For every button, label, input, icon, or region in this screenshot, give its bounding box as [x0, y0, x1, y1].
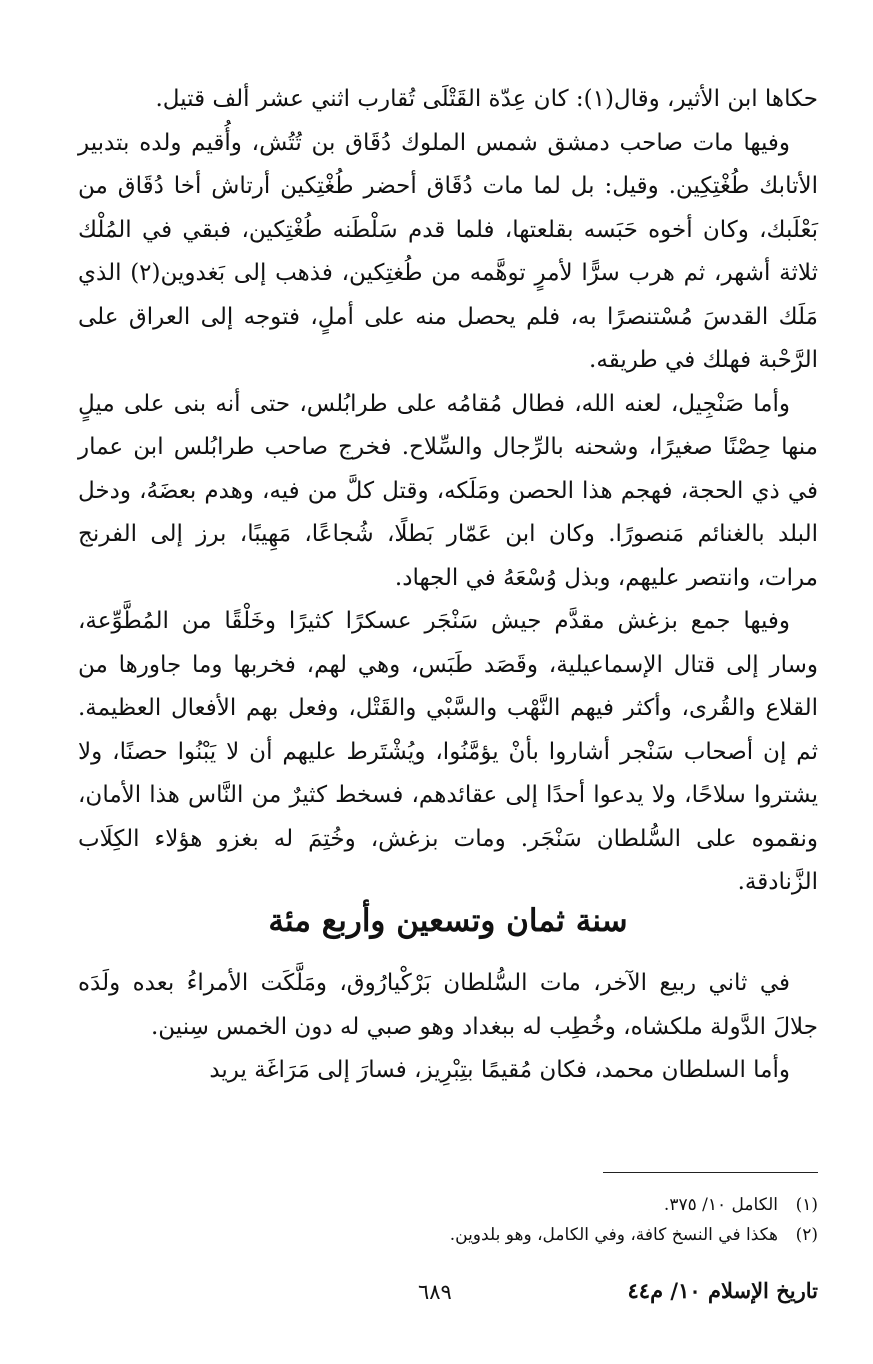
footnote-divider: [603, 1172, 818, 1173]
section-text-block: [78, 962, 818, 1093]
paragraph-5: في ثاني ربيع الآخر، مات السُّلطان بَرْكْيارُوق، ومَلَّكَت الأمراءُ بعده ولَدَه جلالَ الدَّولة ملكشاه، وخُطِب له ببغداد وهو صبي له دون الخمس سِنين.: [78, 970, 818, 1040]
footnote-text: هكذا في النسخ كافة، وفي الكامل، وهو بلدوين.: [449, 1225, 778, 1245]
footnote-2: [78, 1220, 818, 1250]
paragraph-6: وأما السلطان محمد، فكان مُقيمًا بتِبْرِيز، فسارَ إلى مَرَاغَة يريد: [209, 1057, 790, 1083]
footnotes: [78, 1190, 818, 1250]
section-heading: سنة ثمان وتسعين وأربع مئة: [268, 903, 628, 939]
page-footer: [78, 1278, 818, 1318]
main-text-block: [78, 78, 818, 905]
page-number: ٦٨٩: [418, 1280, 452, 1304]
footnote-1: [78, 1190, 818, 1220]
book-signature: تاريخ الإسلام ١٠/ م٤٤: [627, 1278, 818, 1303]
paragraph-3: وأما صَنْجِيل، لعنه الله، فطال مُقامُه على طرابُلس، حتى أنه بنى على ميلٍ منها حِصْنًا صغيرًا، وشحنه بالرِّجال والسِّلاح. فخرج صاحب طرابُلس ابن عمار في ذي الحجة، فهجم هذا الحصن ومَلَكه، وقتل كلَّ من فيه، وهدم بعضَهُ، ودخل البلد بالغنائم مَنصورًا. وكان ابن عَمّار بَطلًا، شُجاعًا، مَهِيبًا، برز إلى الفرنج مرات، وانتصر عليهم، وبذل وُسْعَهُ في الجهاد.: [78, 390, 818, 591]
paragraph-2: وفيها مات صاحب دمشق شمس الملوك دُقَاق بن تُتُش، وأُقيم ولده بتدبير الأتابك طُغْتِكِين. وقيل: بل لما مات دُقَاق أحضر طُغْتِكين أرتاش أخا دُقَاق من بَعْلَبك، وكان أخوه حَبَسه بقلعتها، فلما قدم سَلْطَنه طُغْتِكين، فبقي في المُلْك ثلاثة أشهر، ثم هرب سرًّا لأمرٍ توهَّمه من طُغتِكين، فذهب إلى بَغدوين(٢) الذي مَلَك القدسَ مُسْتنصرًا به، فلم يحصل منه على أملٍ، فتوجه إلى العراق على الرَّحْبة فهلك في طريقه.: [78, 129, 818, 373]
footnote-number: (٢): [795, 1225, 818, 1245]
paragraph-4: وفيها جمع بزغش مقدَّم جيش سَنْجَر عسكرًا كثيرًا وخَلْقًا من المُطَّوِّعة، وسار إلى قتال الإسماعيلية، وقَصَد طَبَس، وهي لهم، فخربها وما جاورها من القلاع والقُرى، وأكثر فيهم النَّهْب والسَّبْي والقَتْل، وفعل بهم الأفعال العظيمة. ثم إن أصحاب سَنْجر أشاروا بأنْ يؤمَّنُوا، ويُشْتَرط عليهم أن لا يَبْنُوا حصنًا، ولا يشتروا سلاحًا، ولا يدعوا أحدًا إلى عقائدهم، فسخط كثيرٌ من النَّاس هذا الأمان، ونقموه على السُّلطان سَنْجَر. ومات بزغش، وخُتِمَ له بغزو هؤلاء الكِلَاب الزَّنادقة.: [78, 608, 818, 895]
paragraph-1: حكاها ابن الأثير، وقال(١): كان عِدّة القَتْلَى تُقارب اثني عشر ألف قتيل.: [155, 86, 818, 112]
footnote-text: الكامل ١٠/ ٣٧٥.: [663, 1195, 778, 1215]
footnote-number: (١): [795, 1195, 818, 1215]
